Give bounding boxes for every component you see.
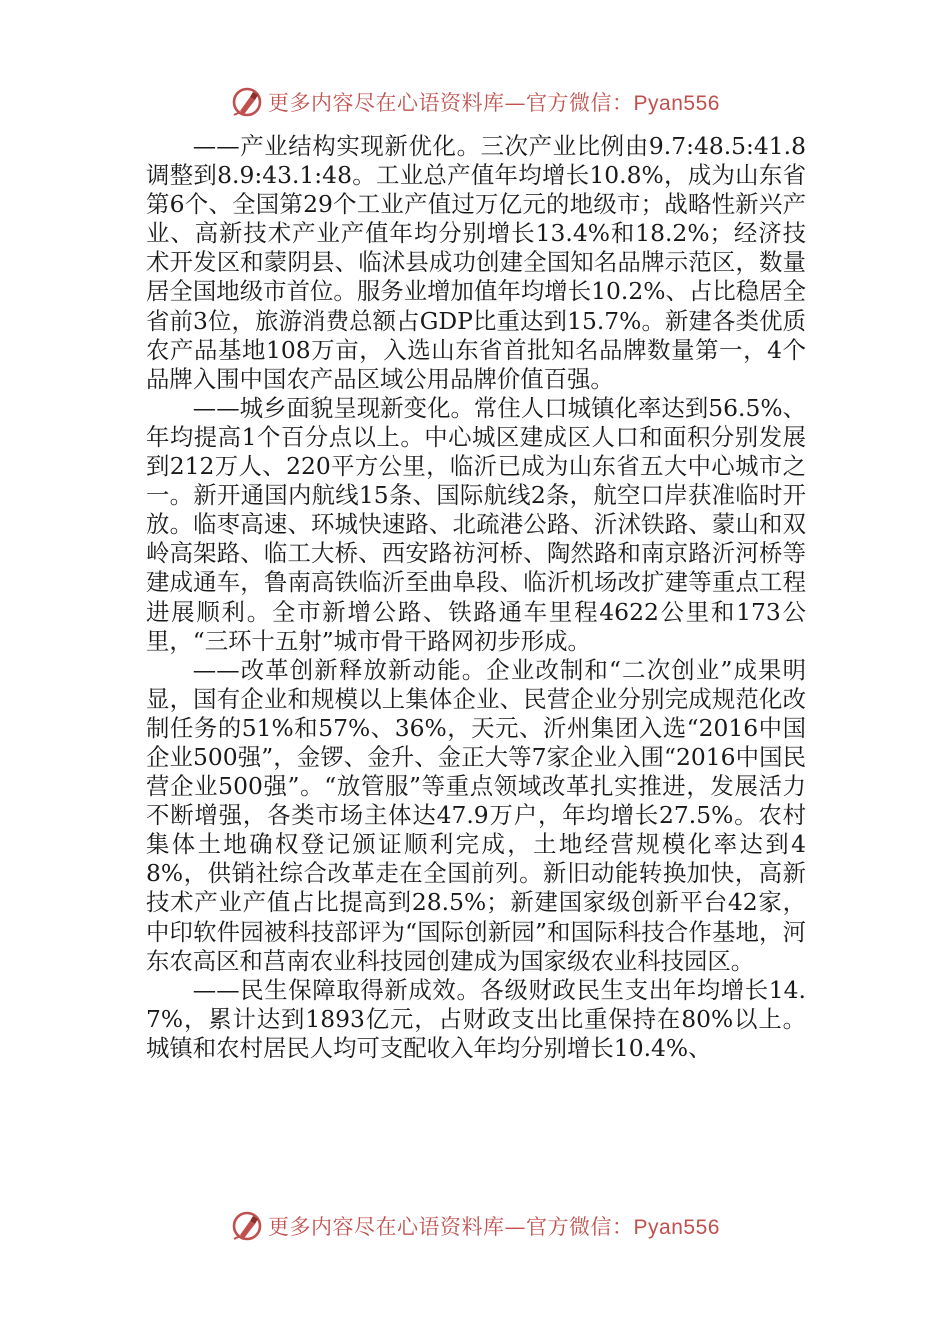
pen-nib-circle-icon — [230, 1209, 264, 1243]
watermark-text: 更多内容尽在心语资料库—官方微信：Pyan556 — [268, 91, 720, 115]
paragraph-livelihood: ——民生保障取得新成效。各级财政民生支出年均增长14.7%，累计达到1893亿元，占财政支出比重保持在80%以上。城镇和农村居民人均可支配收入年均分别增长10.4%、 — [146, 975, 806, 1062]
paragraph-reform: ——改革创新释放新动能。企业改制和“二次创业”成果明显，国有企业和规模以上集体企业、民营企业分别完成规范化改制任务的51%和57%、36%，天元、沂州集团入选“2016中国企业500强”，金锣、金升、金正大等7家企业入围“2016中国民营企业500强”。“放管服”等重点领域改革扎实推进，发展活力不断增强，各类市场主体达47.9万户，年均增长27.5%。农村集体土地确权登记颁证顺利完成，土地经营规模化率达到48%，供销社综合改革走在全国前列。新旧动能转换加快，高新技术产业产值占比提高到28.5%；新建国家级创新平台42家，中印软件园被科技部评为“国际创新园”和国际科技合作基地，河东农高区和莒南农业科技园创建成为国家级农业科技园区。 — [146, 655, 806, 975]
document-body — [146, 132, 806, 1063]
watermark-text: 更多内容尽在心语资料库—官方微信：Pyan556 — [268, 1215, 720, 1239]
paragraph-urban-rural: ——城乡面貌呈现新变化。常住人口城镇化率达到56.5%、年均提高1个百分点以上。中心城区建成区人口和面积分别发展到212万人、220平方公里，临沂已成为山东省五大中心城市之一。新开通国内航线15条、国际航线2条，航空口岸获准临时开放。临枣高速、环城快速路、北疏港公路、沂沭铁路、蒙山和双岭高架路、临工大桥、西安路祊河桥、陶然路和南京路沂河桥等建成通车，鲁南高铁临沂至曲阜段、临沂机场改扩建等重点工程进展顺利。全市新增公路、铁路通车里程4622公里和173公里，“三环十五射”城市骨干路网初步形成。 — [146, 393, 806, 655]
pen-nib-circle-icon — [230, 85, 264, 119]
paragraph-industry: ——产业结构实现新优化。三次产业比例由9.7:48.5:41.8调整到8.9:43.1:48。工业总产值年均增长10.8%，成为山东省第6个、全国第29个工业产值过万亿元的地级市；战略性新兴产业、高新技术产业产值年均分别增长13.4%和18.2%；经济技术开发区和蒙阴县、临沭县成功创建全国知名品牌示范区，数量居全国地级市首位。服务业增加值年均增长10.2%、占比稳居全省前3位，旅游消费总额占GDP比重达到15.7%。新建各类优质农产品基地108万亩，入选山东省首批知名品牌数量第一，4个品牌入围中国农产品区域公用品牌价值百强。 — [146, 132, 806, 393]
footer-watermark — [0, 1206, 950, 1246]
header-watermark — [0, 82, 950, 122]
